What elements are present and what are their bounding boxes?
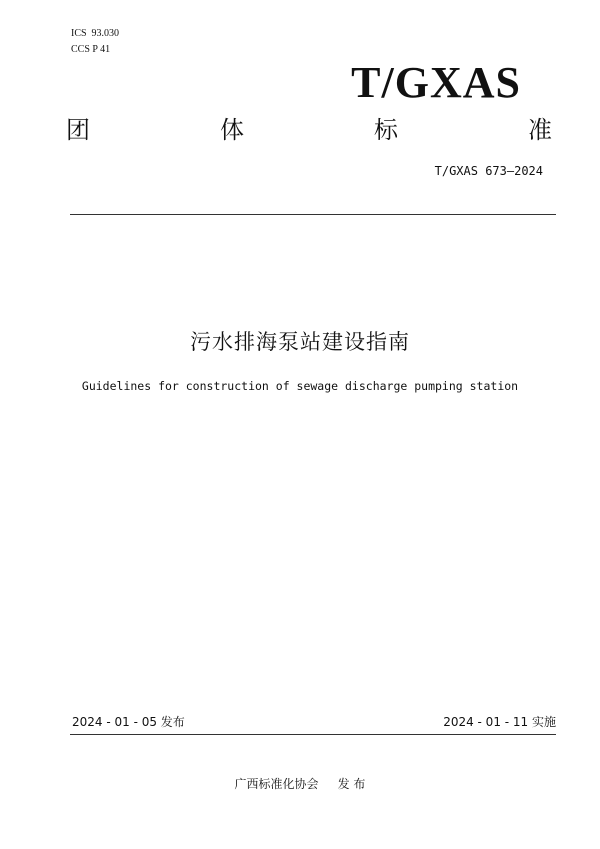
standard-number: T/GXAS 673—2024 — [434, 164, 543, 178]
standard-type-char: 准 — [528, 116, 552, 144]
standard-type-char: 标 — [374, 116, 398, 144]
implementation-date: 2024 - 01 - 11 实施 — [443, 715, 556, 729]
standard-type-char: 团 — [66, 116, 90, 144]
standard-type-char: 体 — [220, 116, 244, 144]
ccs-code: CCS P 41 — [71, 44, 111, 55]
issuing-organization: 广西标准化协会 发 布 — [234, 777, 366, 791]
ics-code: ICS 93.030 — [71, 28, 120, 39]
publish-date: 2024 - 01 - 05 发布 — [72, 715, 185, 729]
top-divider — [70, 214, 556, 215]
document-title-english: Guidelines for construction of sewage discharge pumping station — [81, 379, 519, 393]
bottom-divider — [70, 734, 556, 735]
standard-type-heading — [66, 114, 552, 146]
organization-code: T/GXAS — [351, 58, 521, 107]
document-title-chinese: 污水排海泵站建设指南 — [190, 330, 410, 354]
